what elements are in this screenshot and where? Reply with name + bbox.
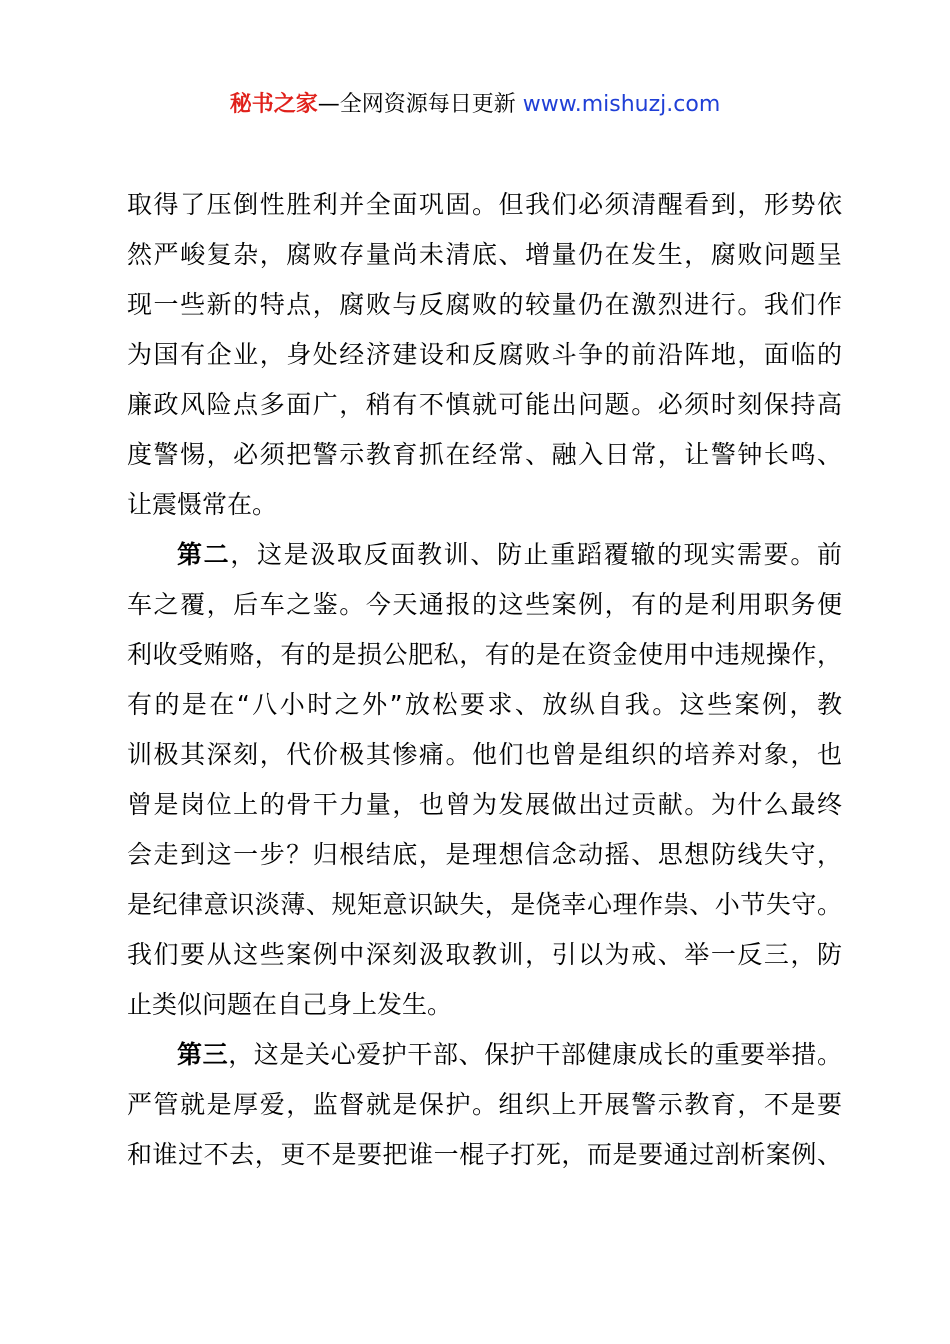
paragraph-line: 为国有企业，身处经济建设和反腐败斗争的前沿阵地，面临的 — [127, 340, 842, 369]
site-brand: 秘书之家 — [229, 92, 318, 117]
paragraph-first-line — [127, 530, 842, 580]
paragraph-line: 取得了压倒性胜利并全面巩固。但我们必须清醒看到，形势依 — [127, 190, 842, 219]
paragraph-line: 让震慑常在。 — [127, 490, 278, 519]
paragraph-line: 训极其深刻，代价极其惨痛。他们也曾是组织的培养对象，也 — [127, 740, 842, 769]
paragraph-3 — [127, 1030, 842, 1180]
paragraph-line: 车之覆，后车之鉴。今天通报的这些案例，有的是利用职务便 — [127, 590, 842, 619]
paragraph-2 — [127, 530, 842, 1030]
paragraph-line: 和谁过不去，更不是要把谁一棍子打死，而是要通过剖析案例、 — [127, 1140, 842, 1169]
site-tagline: —全网资源每日更新 — [317, 92, 523, 117]
paragraph-line: 然严峻复杂，腐败存量尚未清底、增量仍在发生，腐败问题呈 — [127, 240, 842, 269]
paragraph-line: 是纪律意识淡薄、规矩意识缺失，是侥幸心理作祟、小节失守。 — [127, 890, 842, 919]
paragraph-line: 度警惕，必须把警示教育抓在经常、融入日常，让警钟长鸣、 — [127, 440, 842, 469]
site-header — [0, 88, 950, 122]
paragraph-line: 利收受贿赂，有的是损公肥私，有的是在资金使用中违规操作， — [127, 640, 842, 669]
site-url[interactable]: www.mishuzj.com — [522, 92, 721, 117]
paragraph-line: 严管就是厚爱，监督就是保护。组织上开展警示教育，不是要 — [127, 1090, 842, 1119]
paragraph-first-line — [127, 1030, 842, 1080]
paragraph-lead: 第二 — [177, 540, 231, 569]
paragraph-1 — [127, 180, 842, 530]
paragraph-line-text: ，这是汲取反面教训、防止重蹈覆辙的现实需要。前 — [230, 540, 842, 569]
document-body — [127, 180, 842, 1180]
paragraph-line: 有的是在“八小时之外”放松要求、放纵自我。这些案例，教 — [127, 690, 842, 719]
paragraph-line-text: ，这是关心爱护干部、保护干部健康成长的重要举措。 — [228, 1040, 842, 1069]
paragraph-line: 曾是岗位上的骨干力量，也曾为发展做出过贡献。为什么最终 — [127, 790, 842, 819]
paragraph-line: 我们要从这些案例中深刻汲取教训，引以为戒、举一反三，防 — [127, 940, 842, 969]
paragraph-line: 现一些新的特点，腐败与反腐败的较量仍在激烈进行。我们作 — [127, 290, 842, 319]
paragraph-line: 廉政风险点多面广，稍有不慎就可能出问题。必须时刻保持高 — [127, 390, 842, 419]
paragraph-line: 会走到这一步？归根结底，是理想信念动摇、思想防线失守， — [127, 840, 842, 869]
paragraph-lead: 第三 — [177, 1040, 229, 1069]
paragraph-line: 止类似问题在自己身上发生。 — [127, 990, 453, 1019]
